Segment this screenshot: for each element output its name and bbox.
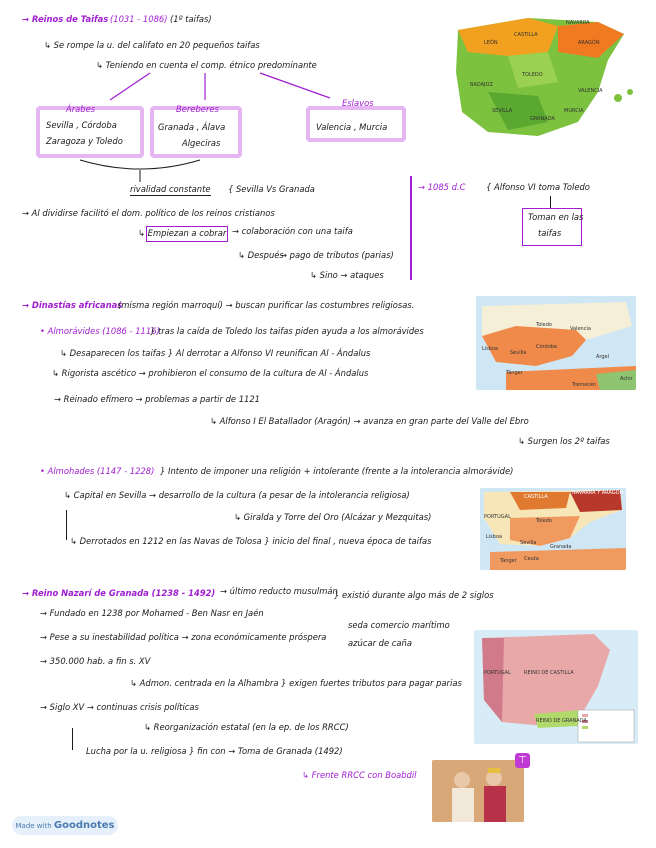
nazari-extra: } existió durante algo más de 2 siglos: [334, 590, 494, 600]
m4-castilla: REINO DE CASTILLA: [524, 670, 574, 676]
nazari-connector: [72, 728, 73, 750]
m3-sevilla: Sevilla: [520, 540, 537, 546]
group-arabes-a: Sevilla , Córdoba: [46, 120, 117, 130]
nazari-title: → Reino Nazarí de Granada (1238 - 1492): [22, 588, 216, 598]
taifas-dates: (1031 - 1086): [110, 14, 168, 24]
rivalidad: rivalidad constante: [130, 184, 211, 194]
m2-valencia: Valencia: [570, 326, 591, 332]
nazari-2-r2: azúcar de caña: [348, 638, 412, 648]
m3-granada: Granada: [550, 544, 572, 550]
almoravides-4: ↳ Alfonso I El Batallador (Aragón) → avanza en gran parte del Valle del Ebro: [210, 416, 529, 426]
empiezan: ↳ Empiezan a cobrar: [138, 228, 227, 238]
m1-castilla: CASTILLA: [514, 32, 538, 38]
almohades-2: ↳ Giralda y Torre del Oro (Alcázar y Mezquitas): [234, 512, 432, 522]
group-eslavos-title: Eslavos: [342, 98, 374, 108]
taifas-line-1: ↳ Se rompe la u. del califato en 20 pequeños taifas: [44, 40, 260, 50]
m1-valencia: VALENCIA: [578, 88, 603, 94]
map-nazari: [474, 630, 638, 744]
almoravides-2: ↳ Rigorista ascético → prohibieron el consumo de la cultura de Al - Ándalus: [52, 368, 369, 378]
almohades-connector: [66, 510, 67, 540]
m3-castilla: CASTILLA: [524, 494, 548, 500]
almohades-rest: } Intento de imponer una religión + intolerante (frente a la intolerancia almorávide): [160, 466, 514, 476]
nazari-7: Lucha por la u. religiosa } fin con → Toma de Granada (1492): [86, 746, 343, 756]
despues: ↳ Después: [238, 250, 284, 260]
taifas-tag: (1º taifas): [170, 14, 212, 24]
dinastias-rest: (misma región marroquí) → buscan purificar las costumbres religiosas.: [118, 300, 415, 310]
made-with-label: Made with: [15, 822, 52, 830]
group-bereberes-title: Bereberes: [176, 104, 219, 114]
group-eslavos-a: Valencia , Murcia: [316, 122, 388, 132]
m4-granada: REINO DE GRANADA: [536, 718, 587, 724]
nazari-8: ↳ Frente RRCC con Boabdil: [302, 770, 417, 780]
m1-sevilla: SEVILLA: [492, 108, 513, 114]
m3-tanger: Tánger: [500, 558, 517, 564]
group-arabes-title: Árabes: [66, 104, 96, 114]
m2-cordoba: Córdoba: [536, 344, 557, 350]
tag-icon[interactable]: ⊤: [515, 753, 530, 768]
m2-lisboa: Lisboa: [482, 346, 499, 352]
made-with-badge[interactable]: [12, 816, 118, 835]
m3-navarra-aragon: NAVARRA Y ARAGÓN: [572, 490, 624, 496]
m2-achir: Achir: [620, 376, 633, 382]
dinastias-title: → Dinastías africanas: [22, 300, 123, 310]
almohades-3: ↳ Derrotados en 1212 en las Navas de Tolosa } inicio del final , nueva época de taifas: [70, 536, 432, 546]
m1-murcia: MURCIA: [564, 108, 584, 114]
map-taifas: [448, 12, 644, 144]
group-arabes-b: Zaragoza y Toledo: [46, 136, 123, 146]
m2-tanger: Tánger: [506, 370, 523, 376]
nazari-5: → Siglo XV → continuas crisis políticas: [40, 702, 199, 712]
m1-toledo: TOLEDO: [522, 72, 543, 78]
m3-lisboa: Lisboa: [486, 534, 503, 540]
toman-b: taifas: [538, 228, 562, 238]
right-arrow: [550, 196, 551, 208]
m3-toledo: Toledo: [536, 518, 552, 524]
almoravides-3: → Reinado efímero → problemas a partir de 1121: [54, 394, 261, 404]
m2-tremecen: Tremecén: [572, 382, 597, 388]
right-date: → 1085 d.C: [418, 182, 466, 192]
almohades-title: • Almohades (1147 - 1228): [40, 466, 155, 476]
nazari-3: → 350.000 hab. a fin s. XV: [40, 656, 151, 666]
almoravides-1: ↳ Desaparecen los taifas } Al derrotar a Alfonso VI reunifican Al - Ándalus: [60, 348, 371, 358]
m4-portugal: PORTUGAL: [484, 670, 511, 676]
nazari-2-r1: seda comercio marítimo: [348, 620, 450, 630]
taifas-title: → Reinos de Taifas: [22, 14, 109, 24]
almohades-1: ↳ Capital en Sevilla → desarrollo de la cultura (a pesar de la intolerancia religiosa): [64, 490, 410, 500]
nazari-2: → Pese a su inestabilidad política → zona económicamente próspera: [40, 632, 327, 642]
m2-sevilla: Sevilla: [510, 350, 527, 356]
almoravides-title: • Almorávides (1086 - 1116): [40, 326, 160, 336]
nazari-1: → Fundado en 1238 por Mohamed - Ben Nasr en Jaén: [40, 608, 264, 618]
m1-badajoz: BADAJOZ: [470, 82, 493, 88]
rivalidad-detail: { Sevilla Vs Granada: [228, 184, 315, 194]
m1-granada: GRANADA: [530, 116, 555, 122]
nazari-6: ↳ Reorganización estatal (en la ep. de los RRCC): [144, 722, 349, 732]
map-almoravides: [476, 296, 636, 390]
almoravides-5: ↳ Surgen los 2º taifas: [518, 436, 610, 446]
group-bereberes-a: Granada , Álava: [158, 122, 226, 132]
nazari-title-rest: → último reducto musulmán: [220, 586, 338, 596]
pago: → pago de tributos (parias): [280, 250, 394, 260]
sino: ↳ Sino → ataques: [310, 270, 384, 280]
m3-portugal: PORTUGAL: [484, 514, 511, 520]
brand-label: Goodnotes: [53, 820, 115, 831]
m1-navarra: NAVARRA: [566, 20, 590, 26]
group-bereberes-b: Algeciras: [182, 138, 221, 148]
right-text: { Alfonso VI toma Toledo: [486, 182, 590, 192]
m2-argel: Argel: [596, 354, 610, 360]
colaboracion: → colaboración con una taifa: [232, 226, 353, 236]
m3-ceuta: Ceuta: [524, 556, 539, 562]
taifas-line-3: → Al dividirse facilitó el dom. político de los reinos cristianos: [22, 208, 275, 218]
nazari-4: ↳ Admon. centrada en la Alhambra } exigen fuertes tributos para pagar parias: [130, 678, 462, 688]
divider: [410, 176, 412, 280]
m2-toledo: Toledo: [536, 322, 552, 328]
portrait-image: [432, 760, 524, 822]
almoravides-rest: } tras la caída de Toledo los taifas piden ayuda a los almorávides: [150, 326, 424, 336]
toman-a: Toman en las: [528, 212, 584, 222]
m1-aragon: ARAGÓN: [578, 40, 600, 46]
m1-leon: LEÓN: [484, 40, 498, 46]
map-almohades: [480, 488, 626, 570]
taifas-line-2: ↳ Teniendo en cuenta el comp. étnico predominante: [96, 60, 317, 70]
